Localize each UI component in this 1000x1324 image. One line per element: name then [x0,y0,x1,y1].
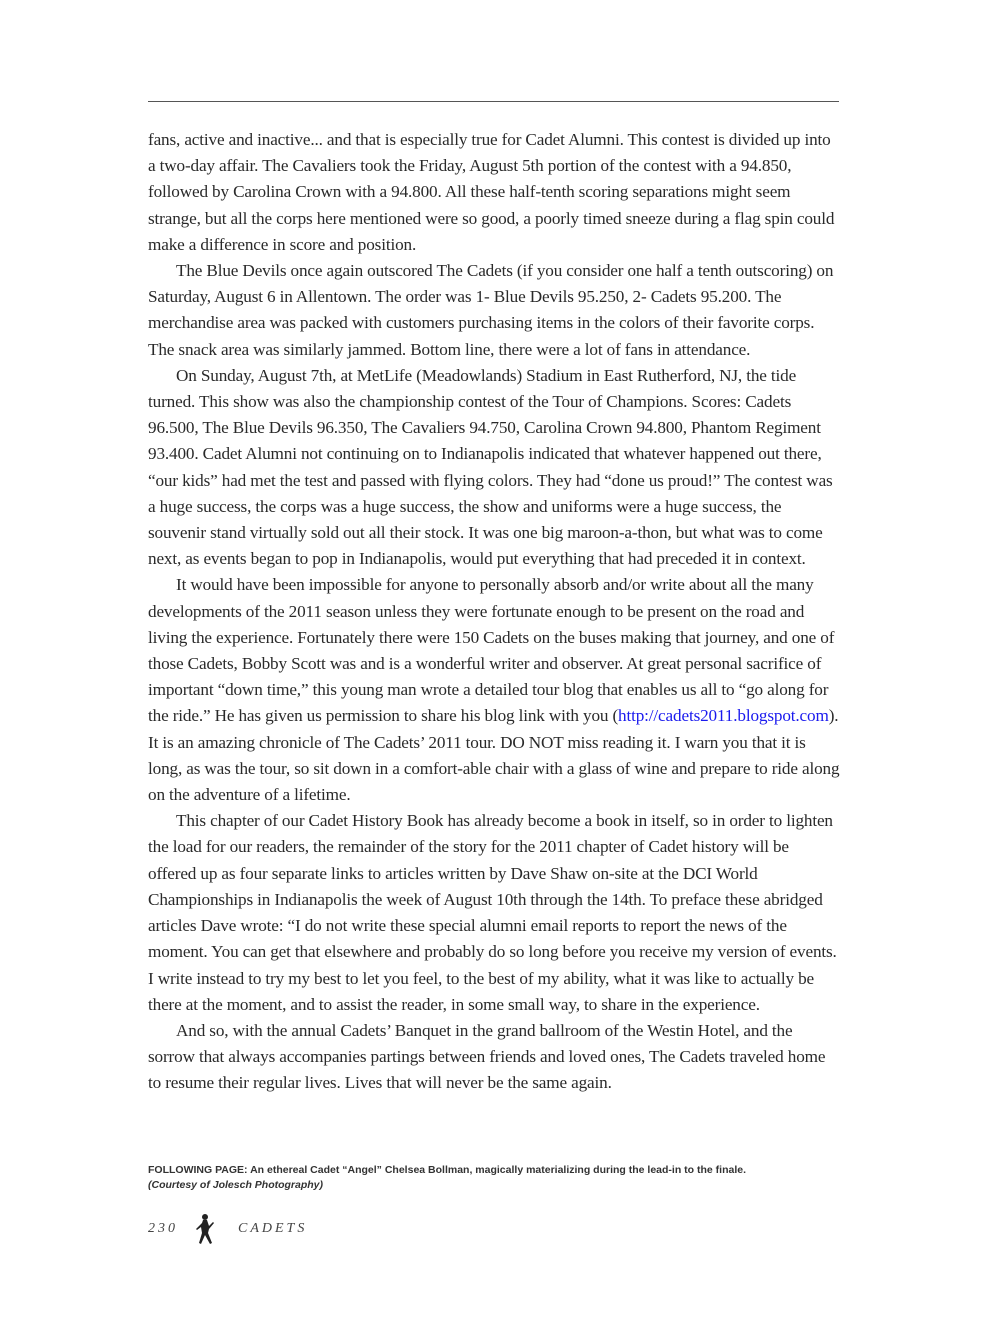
page-number: 230 [148,1221,178,1236]
page-footer [148,1212,307,1246]
paragraph-5: This chapter of our Cadet History Book has already become a book in itself, so in order to lighten the load for our readers, the remainder of the story for the 2011 chapter of Cadet history will be offered up as four separate links to articles written by Dave Shaw on-site at the DCI World Championships in Indianapolis the week of August 10th through the 14th. To preface these abridged articles Dave wrote: “I do not write these special alumni email reports to report the news of the moment. You can get that elsewhere and probably do so long before you receive my version of events. I write instead to try my best to let you feel, to the best of my ability, what it was like to actually be there at the moment, and to assist the reader, in some small way, to share in the experience. [148,811,837,1014]
header-rule [148,101,839,102]
body-text [148,127,840,1097]
paragraph-4 [148,572,840,808]
paragraph-3: On Sunday, August 7th, at MetLife (Meadowlands) Stadium in East Rutherford, NJ, the tide turned. This show was also the championship contest of the Tour of Champions. Scores: Cadets 96.500, The Blue Devils 96.350, The Cavaliers 94.750, Carolina Crown 94.800, Phantom Regiment 93.400. Cadet Alumni not continuing on to Indianapolis indicated that whatever happened out there, “our kids” had met the test and passed with flying colors. They had “done us proud!” The contest was a huge success, the corps was a huge success, the show and uniforms were a huge success, the souvenir stand virtually sold out all their stock. It was one big maroon-a-thon, but what was to come next, as events began to pop in Indianapolis, would put everything that had preceded it in context. [148,365,833,569]
blog-link[interactable]: http://cadets2011.blogspot.com [618,706,829,726]
paragraph-6: And so, with the annual Cadets’ Banquet in the grand ballroom of the Westin Hotel, and the sorrow that always accompanies partings between friends and loved ones, The Cadets traveled home to resume their regular lives. Lives that will never be the same again. [148,1020,826,1093]
drum-major-silhouette-icon [194,1213,216,1245]
paragraph-2: The Blue Devils once again outscored The Cadets (if you consider one half a tenth outscoring) on Saturday, August 6 in Allentown. The order was 1- Blue Devils 95.250, 2- Cadets 95.200. The merchandise area was packed with customers purchasing items in the colors of their favorite corps. The snack area was similarly jammed. Bottom line, there were a lot of fans in attendance. [148,261,834,359]
paragraph-1: fans, active and inactive... and that is especially true for Cadet Alumni. This contest is divided up into a two-day affair. The Cavaliers took the Friday, August 5th portion of the contest with a 94.850, followed by Carolina Crown with a 94.800. All these half-tenth scoring separations might seem strange, but all the corps here mentioned were so good, a poorly timed sneeze during a flag spin could make a difference in score and position. [148,130,835,254]
caption-main: FOLLOWING PAGE: An ethereal Cadet “Angel” Chelsea Bollman, magically materializing during the lead-in to the finale. [148,1164,747,1176]
caption-credit: (Courtesy of Jolesch Photography) [148,1179,324,1191]
book-title: CADETS [238,1221,308,1236]
paragraph-4-before: It would have been impossible for anyone to personally absorb and/or write about all the many developments of the 2011 season unless they were fortunate enough to be present on the road and living the experience. Fortunately there were 150 Cadets on the buses making that journey, and one of those Cadets, Bobby Scott was and is a wonderful writer and observer. At great personal sacrifice of important “down time,” this young man wrote a detailed tour blog that enables us all to “go along for the ride.” He has given us permission to share his blog link with you ( [148,575,835,726]
paragraph-4-after: ). It is an amazing chronicle of The Cadets’ 2011 tour. DO NOT miss reading it. I warn you that it is long, as was the tour, so sit down in a comfort-able chair with a glass of wine and prepare to ride along on the adventure of a lifetime. [148,706,840,805]
photo-caption [148,1163,848,1193]
